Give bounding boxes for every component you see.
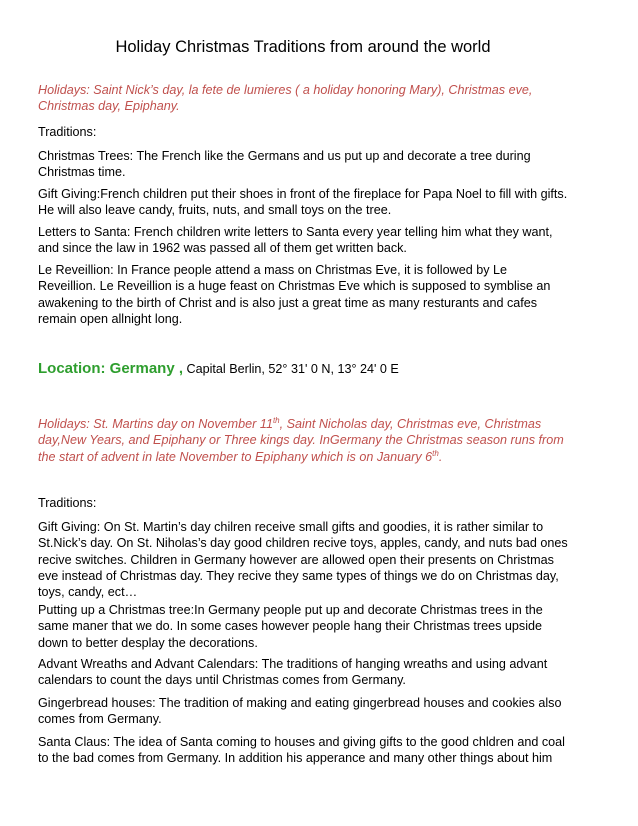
germany-gingerbread: Gingerbread houses: The tradition of making and eating gingerbread houses and cookies also comes from Germany. bbox=[38, 696, 562, 727]
location-label: Location: Germany , bbox=[38, 360, 184, 377]
germany-gift-giving: Gift Giving: On St. Martin’s day chilren receive small gifts and goodies, it is rather similar to St.Nick’s day. On St. Niholas’s day good children recive toys, apples, candy, and nuts bad ones recive switches. Children in Germany however are allowed open their presents on Christmas eve instead of Christmas day. They recive they same types of things we do on Christmas day, toys, candy, ect… bbox=[38, 520, 568, 600]
germany-holidays-part2: , Saint Nicholas day, Christmas eve, Christmas day,New Years, and Epiphany or Three kings day. InGermany the Christmas season runs from the start of advent in late November to Epiphany which is on January 6 bbox=[38, 417, 564, 464]
germany-christmas-tree: Putting up a Christmas tree:In Germany people put up and decorate Christmas trees in the same maner that we do. In some cases however people hang their Christmas trees upside down to better desplay the decorations. bbox=[38, 603, 543, 650]
france-le-reveillion: Le Reveillion: In France people attend a mass on Christmas Eve, it is followed by Le Reveillion. Le Reveillion is a huge feast on Christmas Eve which is supposed to symblise an awakening to the birth of Christ and is also just a great time as many resturants and cafes remain open allnight long. bbox=[38, 263, 551, 326]
france-traditions-heading: Traditions: bbox=[38, 125, 97, 139]
france-christmas-trees: Christmas Trees: The French like the Germans and us put up and decorate a tree during Christmas time. bbox=[38, 149, 531, 180]
germany-holidays-part3: . bbox=[438, 449, 443, 464]
france-gift-giving: Gift Giving:French children put their shoes in front of the fireplace for Papa Noel to fill with gifts. He will also leave candy, fruits, nuts, and small toys on the tree. bbox=[38, 187, 568, 218]
germany-traditions-heading: Traditions: bbox=[38, 496, 97, 510]
location-germany bbox=[38, 360, 399, 377]
france-letters-to-santa: Letters to Santa: French children write letters to Santa every year telling him what they want, and since the law in 1962 was passed all of them get written back. bbox=[38, 225, 553, 256]
germany-holidays-sup1: th bbox=[272, 415, 280, 425]
location-detail: Capital Berlin, 52° 31' 0 N, 13° 24' 0 E bbox=[183, 362, 399, 376]
germany-santa-claus: Santa Claus: The idea of Santa coming to houses and giving gifts to the good chldren and coal to the bad comes from Germany. In addition his apperance and many other things about him bbox=[38, 735, 565, 766]
germany-holidays bbox=[38, 416, 568, 465]
germany-advent-wreaths: Advant Wreaths and Advant Calendars: The traditions of hanging wreaths and using advant calendars to count the days until Christmas comes from Germany. bbox=[38, 657, 548, 688]
document-title: Holiday Christmas Traditions from around the world bbox=[115, 38, 491, 56]
france-holidays: Holidays: Saint Nick’s day, la fete de lumieres ( a holiday honoring Mary), Christmas eve, Christmas day, Epiphany. bbox=[38, 83, 533, 114]
germany-holidays-sup2: th bbox=[432, 448, 439, 458]
germany-holidays-part1: Holidays: St. Martins day on November 11 bbox=[38, 417, 273, 431]
